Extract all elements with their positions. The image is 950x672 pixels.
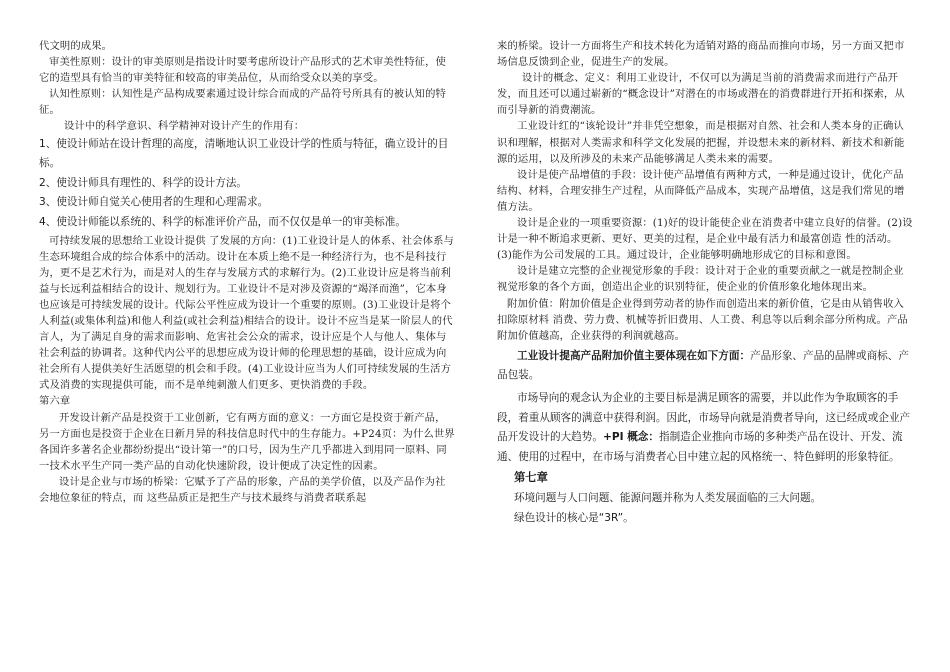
paragraph-added-value: 附加价值：附加价值是企业得到劳动者的协作而创造出来的新价值，它是由从销售收入扣除原材料 消费、劳力费、机械等折旧费用、人工费、利息等以后剩余部分所构成。产品附加价值越高，企业获得的利润就越高。 [497, 297, 908, 342]
chapter-7-heading: 第七章 [514, 471, 548, 485]
chapter-6-heading: 第六章 [39, 395, 71, 408]
paragraph-sustainable-development: 可持续发展的思想给工业设计提供 了发展的方向：(1)工业设计是人的体系、社会体系与生态环境组合成的综合体系中的活动。设计在本质上绝不是一种经济行为，也不是科技行为，更不是艺术行为，而是对人的生存与发展方式的求解行为。(2)工业设计应是将当前利益与长远利益相结合的设计、规划行为。工业设计不是对涉及资源的“竭泽而渔”，它本身也应该是可持续发展的设计。代际公平性应成为设计一个重要的原则。(3)工业设计是将个人利益(或集体利益)和他人利益(或社会利益)相结合的设计。设计不应当是某一阶层人的代言人，为了满足自身的需求而影响、危害社会公众的需求，设计应是个人与他人、集体与社会利益的协调者。这种代内公平的思想应成为设计师的伦理思想的基础，设计应成为向社会所有人提供美好生活愿望的机会和手段。(4)工业设计应当为人们可持续发展的生活方式及消费的实现提供可能，而不是单纯刺激人们更多、更快消费的手段。 [39, 234, 454, 392]
list-item-4: 4、使设计师能以系统的、科学的标准评价产品，而不仅仅是单一的审美标准。 [39, 215, 406, 228]
paragraph-market-orientation [497, 389, 913, 467]
paragraph-added-value-aspects [497, 347, 913, 386]
paragraph-concept-design: 工业设计红的“该轮设计”并非凭空想象，而是根据对自然、社会和人类本身的正确认识和理解，根据对人类需求和科学文化发展的把握，并设想未来的新材料、新技术和新能源的运用，以及所涉及的未来产品能够满足人类未来的需要。 [497, 120, 905, 165]
right-column [497, 38, 913, 528]
pi-concept-label: +PI 概念： [602, 431, 659, 444]
paragraph-design-bridge: 设计是企业与市场的桥梁：它赋予了产品的形象，产品的美学价值，以及产品作为社会地位象征的特点，而 这些品质正是把生产与技术最终与消费者联系起 [39, 475, 446, 505]
chapter-7-item-1: 环境问题与人口问题、能源问题并称为人类发展面临的三大问题。 [514, 492, 822, 505]
market-orientation-text: 市场导向的观念认为企业的主要目标是满足顾客的需要，并以此作为争取顾客的手段，着重从顾客的满意中获得利润。因此，市场导向就是消费者导向，这已经成或企业产品开发设计的大趋势。 [497, 391, 911, 444]
pi-concept-definition: 指制造企业推向市场的多种类产品在设计、开发、流通、使用的过程中，在市场与消费者心目中建立起的风格统一、特色鲜明的形象特征。 [497, 431, 903, 463]
list-item-2: 2、使设计师具有理性的、科学的设计方法。 [39, 176, 248, 189]
list-item-3: 3、使设计师自觉关心使用者的生理和心理需求。 [39, 196, 269, 209]
paragraph-design-resource: 设计是企业的一项重要资源：(1)好的设计能使企业在消费者中建立良好的信誉。(2)设计是一种不断追求更新、更好、更美的过程，是企业中最有活力和最富创造 性的活动。 (3)能作为公司发展的工具。通过设计，企业能够明确地形成它的目标和意图。 [497, 217, 913, 262]
paragraph-new-product-investment: 开发设计新产品是投资于工业创新，它有两方面的意义：一方面它是投资于新产品，另一方面也是投资于企业在日新月异的科技信息时代中的生存能力。+P24页：为什么世界各国许多著名企业都纷纷提出“设计第一”的口号，因为生产几乎都进入到用同一原料、同一技术水平生产同一类产品的自动化快速阶段，设计便成了决定性的因素。 [39, 411, 455, 472]
list-item-1: 1、使设计师站在设计哲理的高度，清晰地认识工业设计学的性质与特征，确立设计的目标。 [39, 137, 449, 170]
paragraph-science-effects-heading: 设计中的科学意识、科学精神对设计产生的作用有： [64, 120, 305, 133]
paragraph-value-added: 设计是使产品增值的手段：设计使产品增值有两种方式，一种是通过设计，优化产品结构、材料，合理安排生产过程，从而降低产品成本，实现产品增值，这是我们常见的增值方法。 [497, 168, 905, 213]
added-value-aspects-list: 产品形象、产品的品牌或商标、产品包装。 [497, 349, 909, 382]
paragraph-cognitive-principle: 认知性原则：认知性是产品构成要素通过设计综合而成的产品符号所具有的被认知的特征。 [39, 88, 446, 117]
paragraph-visual-identity: 设计是建立完整的企业视觉形象的手段：设计对于企业的重要贡献之一就是控制企业视觉形象的各个方面，创造出企业的识别特征，使企业的价值形象化地体现出来。 [497, 265, 904, 294]
added-value-aspects-lead: 工业设计提高产品附加价值主要体现在如下方面： [517, 349, 751, 362]
paragraph-bridge-continued: 来的桥梁。设计一方面将生产和技术转化为适销对路的商品而推向市场，另一方面又把市场信息反馈到企业，促进生产的发展。 [497, 40, 905, 69]
chapter-7-item-2: 绿色设计的核心是“3R”。 [514, 512, 634, 525]
paragraph-aesthetic-principle: 审美性原则：设计的审美原则是指设计时要考虑所设计产品形式的艺术审美性特征，使它的造型具有恰当的审美特征和较高的审美品位，从而给受众以美的享受。 [39, 56, 446, 85]
paragraph-design-concept: 设计的概念、定义：利用工业设计，不仅可以为满足当前的消费需求而进行产品开发，而且还可以通过崭新的“概念设计”对潜在的市场或潜在的消费群进行开拓和探索，从而引导新的消费潮流。 [497, 72, 905, 117]
paragraph-intro-tail: 代文明的成果。 [39, 40, 113, 52]
left-column [39, 38, 455, 506]
